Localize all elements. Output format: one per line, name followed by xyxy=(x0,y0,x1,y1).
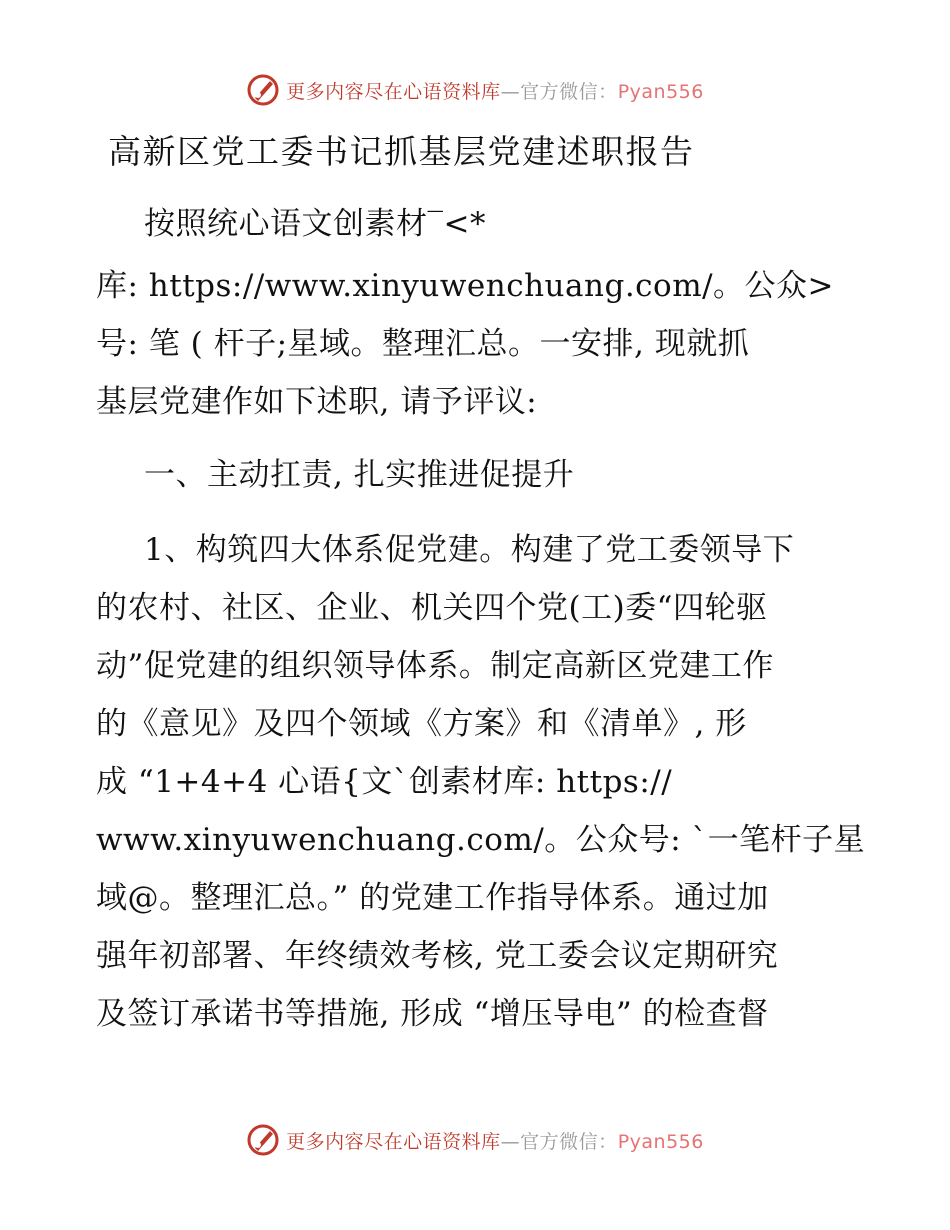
banner-separator: — xyxy=(500,80,521,103)
body-line: 基层党建作如下述职, 请予评议: xyxy=(96,384,538,420)
banner-label: 官方微信： xyxy=(520,1130,618,1153)
body-line: 动”促党建的组织领导体系。制定高新区党建工作 xyxy=(96,648,774,684)
body-line: 按照统心语文创素材‾<* xyxy=(144,206,486,242)
body-line: 的农村、社区、企业、机关四个党(工)委“四轮驱 xyxy=(96,590,768,626)
document-title: 高新区党工委书记抓基层党建述职报告 xyxy=(108,132,695,171)
body-line: 成 “1+4+4 心语{文ˋ创素材库: https:// xyxy=(96,764,673,800)
banner-wechat-id: Pyan556 xyxy=(617,1130,704,1153)
section-heading: 一、主动扛责, 扎实推进促提升 xyxy=(144,457,575,493)
banner-label: 官方微信： xyxy=(520,80,618,103)
body-line: 强年初部署、年终绩效考核, 党工委会议定期研究 xyxy=(96,938,779,974)
footer-watermark-banner xyxy=(0,1120,950,1160)
banner-text xyxy=(286,77,704,104)
header-watermark-banner xyxy=(0,70,950,110)
body-line: 库: https://www.xinyuwenchuang.com/。公众> xyxy=(96,268,835,304)
body-line: 及签订承诺书等措施, 形成 “增压导电” 的检查督 xyxy=(96,996,769,1032)
logo-icon xyxy=(246,1123,280,1157)
banner-main: 更多内容尽在心语资料库 xyxy=(286,1130,501,1153)
banner-main: 更多内容尽在心语资料库 xyxy=(286,80,501,103)
body-line: 域@。整理汇总。” 的党建工作指导体系。通过加 xyxy=(96,880,769,916)
banner-wechat-id: Pyan556 xyxy=(617,80,704,103)
banner-separator: — xyxy=(500,1130,521,1153)
body-line: www.xinyuwenchuang.com/。公众号: ˋ一笔杆子星 xyxy=(96,822,866,858)
body-line: 的《意见》及四个领域《方案》和《清单》, 形 xyxy=(96,706,747,742)
banner-text xyxy=(286,1127,704,1154)
logo-icon xyxy=(246,73,280,107)
body-line: 1、构筑四大体系促党建。构建了党工委领导下 xyxy=(144,532,795,568)
body-line: 号: 笔 ( 杆子;星域。整理汇总。一安排, 现就抓 xyxy=(96,326,750,362)
